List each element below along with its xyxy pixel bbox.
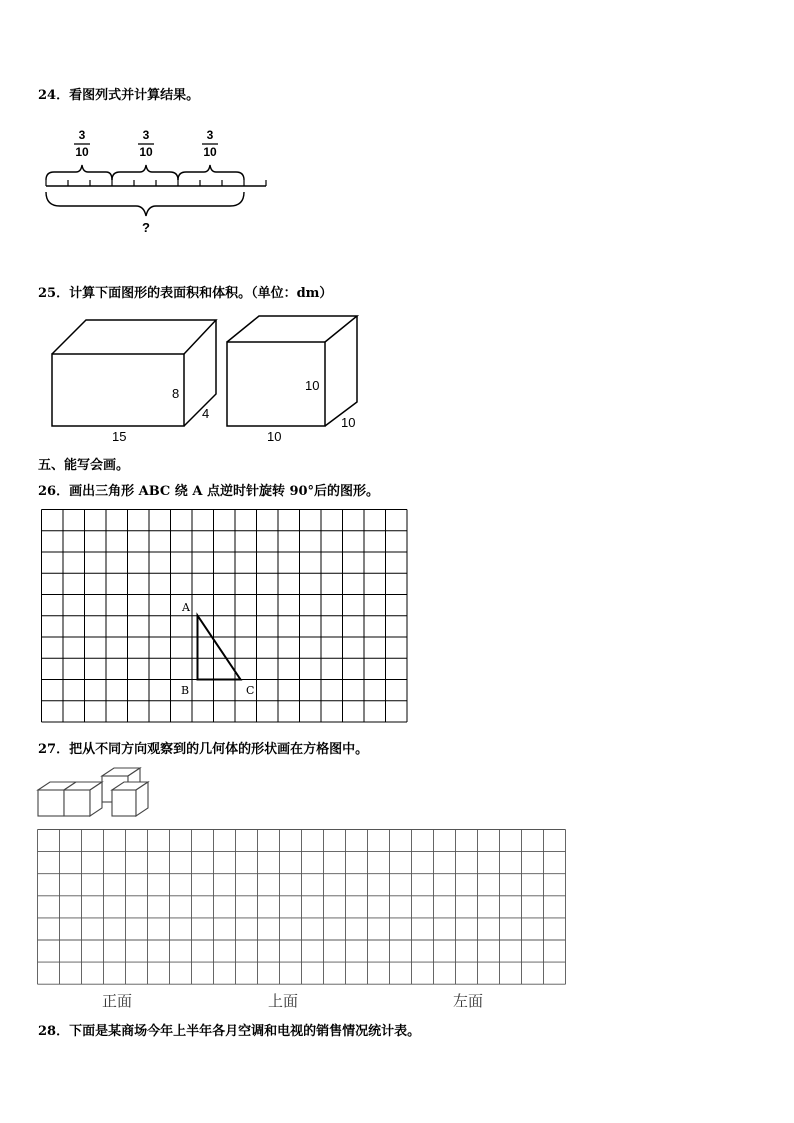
cube-figure bbox=[225, 312, 375, 442]
top-brace bbox=[112, 165, 178, 180]
number-line-ticks bbox=[46, 180, 266, 186]
cuboid-length-label: 15 bbox=[112, 429, 127, 444]
cube-height-label: 10 bbox=[305, 378, 320, 393]
question-28-title: 28．下面是某商场今年上半年各月空调和电视的销售情况统计表。 bbox=[38, 1024, 421, 1039]
question-mark: ? bbox=[142, 220, 150, 235]
cube-stack-figure bbox=[36, 766, 156, 822]
left-view-label: 左面 bbox=[453, 992, 484, 1010]
front-view-label: 正面 bbox=[102, 992, 133, 1010]
fraction-numerator: 3 bbox=[206, 128, 214, 142]
rotation-grid bbox=[40, 508, 420, 726]
fraction-denominator: 10 bbox=[139, 145, 153, 159]
question-27-title: 27．把从不同方向观察到的几何体的形状画在方格图中。 bbox=[38, 742, 369, 757]
point-b-label: B bbox=[181, 684, 190, 697]
number-line-figure bbox=[40, 122, 280, 242]
point-a-label: A bbox=[182, 601, 190, 614]
top-brace bbox=[178, 165, 244, 180]
cuboid-figure bbox=[40, 312, 220, 442]
fraction-numerator: 3 bbox=[142, 128, 150, 142]
fraction-denominator: 10 bbox=[203, 145, 217, 159]
triangle-abc bbox=[198, 616, 241, 680]
question-25-title: 25．计算下面图形的表面积和体积。（单位：dm） bbox=[38, 286, 333, 301]
question-24-title: 24．看图列式并计算结果。 bbox=[38, 88, 200, 103]
fraction-denominator: 10 bbox=[75, 145, 89, 159]
point-c-label: C bbox=[246, 684, 255, 697]
cube-length-label: 10 bbox=[267, 429, 282, 444]
bottom-brace bbox=[46, 192, 244, 216]
top-view-label: 上面 bbox=[268, 992, 299, 1010]
views-grid bbox=[36, 828, 568, 988]
section-5-title: 五、能写会画。 bbox=[38, 458, 130, 473]
top-brace bbox=[46, 165, 112, 180]
fraction-numerator: 3 bbox=[78, 128, 86, 142]
cube-width-label: 10 bbox=[341, 415, 356, 430]
question-26-title: 26．画出三角形 ABC 绕 A 点逆时针旋转 90°后的图形。 bbox=[38, 484, 380, 499]
cuboid-width-label: 4 bbox=[202, 406, 210, 421]
cuboid-height-label: 8 bbox=[172, 386, 180, 401]
